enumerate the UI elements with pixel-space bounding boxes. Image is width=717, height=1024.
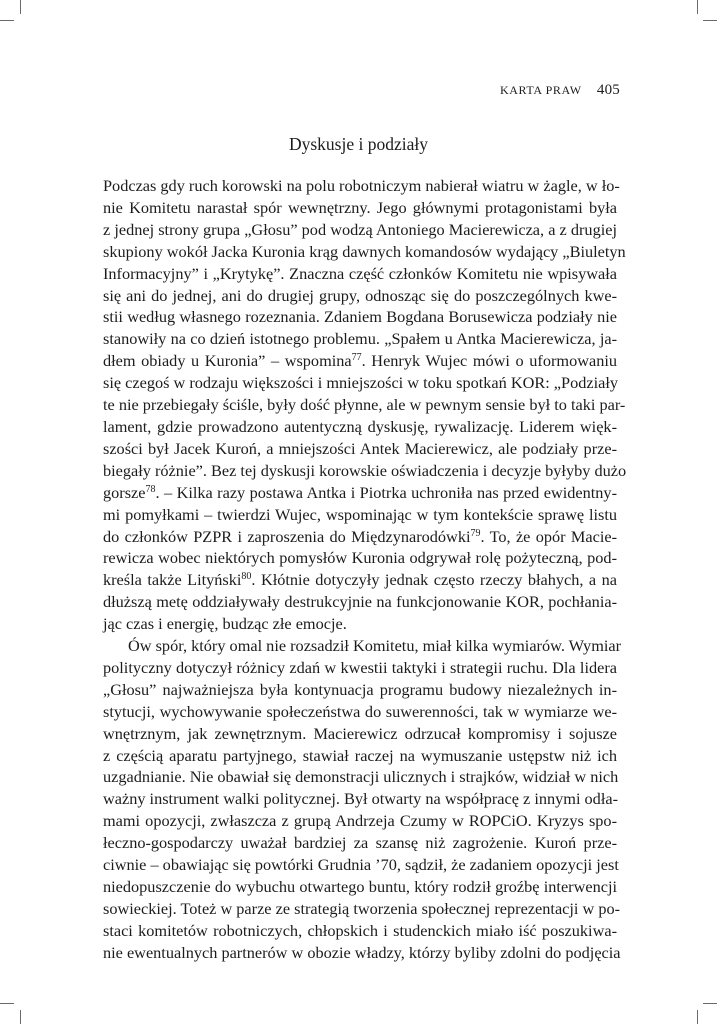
text-line bbox=[103, 766, 617, 788]
text-line bbox=[103, 788, 617, 810]
text-run: . Kłótnie dotyczyły jednak często rzeczy błahych, a na bbox=[251, 570, 617, 590]
text-run: nie Komitetu narastał spór wewnętrzny. Jego głównymi protagonistami była bbox=[103, 197, 617, 217]
text-run: dłuższą metę oddziaływały destrukcyjnie na funkcjonowanie KOR, pochłania- bbox=[103, 592, 617, 612]
text-line bbox=[103, 175, 620, 197]
text-run: „Głosu” najważniejsza była kontynuacja programu budowy niezależnych in- bbox=[103, 679, 617, 699]
text-line bbox=[103, 701, 617, 723]
text-run: . – Kilka razy postawa Antka i Piotrka uchroniła nas przed ewidentny- bbox=[155, 482, 617, 502]
footnote-reference[interactable]: 77 bbox=[351, 352, 362, 364]
text-line bbox=[103, 547, 617, 569]
crop-mark-bottom-right bbox=[697, 1010, 698, 1024]
text-run: się czegoś w rodzaju większości i mniejszości w toku spotkań KOR: „Podziały bbox=[103, 373, 619, 393]
crop-mark-bottom-left bbox=[20, 1010, 21, 1024]
text-run: skupiony wokół Jacka Kuronia krąg dawnych komandosów wydający „Biuletyn bbox=[103, 241, 626, 261]
text-line bbox=[103, 372, 617, 394]
crop-mark-right-top bbox=[703, 20, 717, 21]
crop-mark-top-right bbox=[697, 0, 698, 14]
running-title: KARTA PRAW bbox=[499, 83, 582, 97]
text-run: Informacyjny” i „Krytykę”. Znaczna część członków Komitetu nie wpisywała bbox=[103, 263, 617, 283]
paragraph bbox=[103, 635, 622, 964]
text-run: stanowiły na co dzień istotnego problemu. „Spałem u Antka Macierewicza, ja- bbox=[103, 329, 617, 349]
text-line bbox=[103, 679, 617, 701]
text-line bbox=[103, 832, 617, 854]
text-run: stytucji, wychowywanie społeczeństwa do suwerenności, tak w wymiarze we- bbox=[103, 701, 617, 721]
crop-mark-top-left bbox=[20, 0, 21, 14]
text-line bbox=[103, 723, 617, 745]
text-line bbox=[103, 219, 617, 241]
text-run: do członków PZPR i zaproszenia do Międzynarodówki bbox=[103, 526, 471, 546]
text-line bbox=[103, 504, 617, 526]
footnote-reference[interactable]: 80 bbox=[241, 571, 252, 583]
text-line bbox=[103, 942, 621, 964]
text-line bbox=[103, 285, 617, 307]
text-run: sowieckiej. Toteż w parze ze strategią tworzenia społecznej reprezentacji w po- bbox=[103, 898, 621, 918]
text-run: lament, gdzie prowadzono autentyczną dyskusję, rywalizację. Liderem więk- bbox=[103, 416, 617, 436]
text-run: mi pomyłkami – twierdzi Wujec, wspominając w tym kontekście sprawę listu bbox=[103, 504, 617, 524]
text-line bbox=[103, 898, 621, 920]
text-run: jąc czas i energię, budząc złe emocje. bbox=[103, 614, 347, 634]
text-run: niedopuszczenie do wybuchu otwartego buntu, który rodził groźbę interwencji bbox=[103, 877, 617, 896]
text-line bbox=[103, 876, 617, 898]
text-line bbox=[103, 350, 617, 372]
text-line bbox=[103, 657, 617, 679]
text-line bbox=[103, 306, 617, 328]
text-line bbox=[103, 526, 617, 548]
text-line bbox=[103, 613, 617, 635]
text-line bbox=[103, 460, 627, 482]
text-line bbox=[103, 854, 617, 876]
crop-mark-right-bottom bbox=[703, 1003, 717, 1004]
text-line bbox=[103, 328, 617, 350]
text-run: rewicza wobec niektórych pomysłów Kuronia odgrywał rolę pożyteczną, pod- bbox=[103, 548, 617, 568]
section-title: Dyskusje i podziały bbox=[288, 134, 428, 154]
text-run: stii według własnego rozeznania. Zdaniem Bogdana Borusewicza podziały nie bbox=[103, 307, 617, 327]
text-line bbox=[103, 197, 617, 219]
text-line bbox=[103, 394, 626, 416]
text-line bbox=[103, 635, 622, 657]
text-line bbox=[103, 810, 617, 832]
text-run: kreśla także Lityński bbox=[103, 570, 242, 590]
text-run: . To, że opór Macie- bbox=[480, 526, 617, 546]
text-run: się ani do jednej, ani do drugiej grupy, odnosząc się do poszczególnych kwe- bbox=[103, 285, 617, 305]
text-run: dłem obiady u Kuronia” – wspomina bbox=[103, 351, 352, 371]
text-run: . Henryk Wujec mówi o uformowaniu bbox=[361, 351, 617, 371]
text-run: nie ewentualnych partnerów w obozie władzy, którzy byliby zdolni do podjęcia bbox=[103, 942, 621, 962]
text-line bbox=[103, 745, 617, 767]
text-line bbox=[103, 920, 617, 942]
footnote-reference[interactable]: 78 bbox=[145, 483, 156, 495]
running-head bbox=[500, 82, 620, 99]
text-run: te nie przebiegały ściśle, były dość płynne, ale w pewnym sensie był to taki par- bbox=[103, 395, 626, 415]
text-run: polityczny dotyczył różnicy zdań w kwestii taktyki i strategii ruchu. Dla lidera bbox=[103, 657, 617, 677]
text-line bbox=[103, 591, 617, 613]
text-run: Podczas gdy ruch korowski na polu robotniczym nabierał wiatru w żagle, w ło- bbox=[103, 176, 620, 195]
text-run: ciwnie – obawiając się powtórki Grudnia ’70, sądził, że zadaniem opozycji jest bbox=[103, 855, 619, 875]
text-line bbox=[103, 438, 617, 460]
body-text bbox=[103, 175, 627, 964]
footnote-reference[interactable]: 79 bbox=[470, 527, 481, 539]
text-run: łeczno-gospodarczy uważał bardziej za szansę niż zagrożenie. Kuroń prze- bbox=[103, 833, 617, 853]
text-run: gorsze bbox=[103, 482, 146, 502]
page-number: 405 bbox=[596, 82, 620, 98]
text-line bbox=[103, 263, 617, 285]
text-run: Ów spór, który omal nie rozsadził Komitetu, miał kilka wymiarów. Wymiar bbox=[128, 636, 622, 656]
crop-mark-left-bottom bbox=[0, 1003, 14, 1004]
text-run: staci komitetów robotniczych, chłopskich i studenckich miało iść poszukiwa- bbox=[103, 920, 617, 940]
text-run: wnętrznym, jak zewnętrznym. Macierewicz odrzucał kompromisy i sojusze bbox=[103, 723, 617, 743]
crop-mark-left-top bbox=[0, 20, 14, 21]
paragraph bbox=[103, 175, 627, 635]
text-run: z częścią aparatu partyjnego, stawiał raczej na wymuszanie ustępstw niż ich bbox=[103, 745, 617, 765]
text-run: mami opozycji, zwłaszcza z grupą Andrzeja Czumy w ROPCiO. Kryzys spo- bbox=[103, 811, 617, 831]
text-line bbox=[103, 569, 617, 591]
text-run: z jednej strony grupa „Głosu” pod wodzą Antoniego Macierewicza, a z drugiej bbox=[103, 219, 617, 239]
text-run: biegały różnie”. Bez tej dyskusji korowskie oświadczenia i decyzje byłyby dużo bbox=[103, 460, 627, 480]
text-line bbox=[103, 482, 617, 504]
text-line bbox=[103, 416, 617, 438]
text-line bbox=[103, 241, 626, 263]
text-run: ważny instrument walki politycznej. Był otwarty na współpracę z innymi odła- bbox=[103, 789, 618, 809]
text-run: szości był Jacek Kuroń, a mniejszości Antek Macierewicz, ale podziały prze- bbox=[103, 438, 617, 458]
text-run: uzgadnianie. Nie obawiał się demonstracji ulicznych i strajków, widział w nich bbox=[103, 767, 619, 787]
